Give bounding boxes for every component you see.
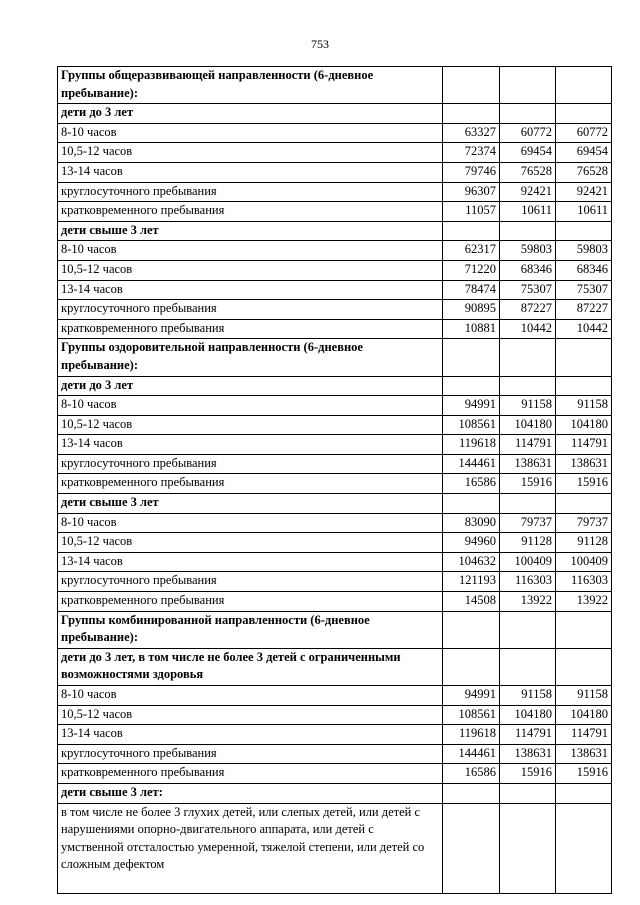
table-row — [58, 241, 612, 261]
row-label-cell: круглосуточного пребывания — [58, 744, 443, 764]
value-cell-col-3: 104180 — [556, 705, 612, 725]
value-cell-col-1 — [443, 783, 500, 803]
value-cell-col-2 — [500, 611, 556, 648]
value-cell-col-1 — [443, 339, 500, 376]
value-cell-col-1 — [443, 67, 500, 104]
value-cell-col-2 — [500, 104, 556, 124]
table-row — [58, 764, 612, 784]
row-label-cell: 8-10 часов — [58, 396, 443, 416]
value-cell-col-1 — [443, 494, 500, 514]
value-cell-col-2: 104180 — [500, 705, 556, 725]
value-cell-col-2: 138631 — [500, 454, 556, 474]
section-heading-cell: дети свыше 3 лет — [58, 221, 443, 241]
value-cell-col-1: 108561 — [443, 705, 500, 725]
row-label-cell: кратковременного пребывания — [58, 474, 443, 494]
value-cell-col-3: 10442 — [556, 319, 612, 339]
row-label-cell: круглосуточного пребывания — [58, 300, 443, 320]
value-cell-col-1 — [443, 648, 500, 685]
value-cell-col-3: 116303 — [556, 572, 612, 592]
row-label-cell: 8-10 часов — [58, 513, 443, 533]
row-label-cell: 8-10 часов — [58, 241, 443, 261]
row-label-cell: 10,5-12 часов — [58, 415, 443, 435]
value-cell-col-2 — [500, 221, 556, 241]
value-cell-col-1: 108561 — [443, 415, 500, 435]
value-cell-col-2: 59803 — [500, 241, 556, 261]
table-row — [58, 300, 612, 320]
value-cell-col-3 — [556, 783, 612, 803]
table-row — [58, 280, 612, 300]
value-cell-col-2: 114791 — [500, 435, 556, 455]
value-cell-col-2: 79737 — [500, 513, 556, 533]
table-row — [58, 803, 612, 893]
value-cell-col-1: 96307 — [443, 182, 500, 202]
table-row — [58, 592, 612, 612]
row-label-cell: кратковременного пребывания — [58, 202, 443, 222]
row-label-cell: 13-14 часов — [58, 435, 443, 455]
section-heading-cell: Группы общеразвивающей направленности (6-дневное пребывание): — [58, 67, 443, 104]
value-cell-col-2: 10611 — [500, 202, 556, 222]
table-row — [58, 143, 612, 163]
table-row — [58, 513, 612, 533]
value-cell-col-3: 91128 — [556, 533, 612, 553]
value-cell-col-1: 16586 — [443, 474, 500, 494]
value-cell-col-1 — [443, 221, 500, 241]
value-cell-col-2: 100409 — [500, 552, 556, 572]
table-row — [58, 182, 612, 202]
value-cell-col-3 — [556, 339, 612, 376]
section-heading-cell: дети свыше 3 лет — [58, 494, 443, 514]
value-cell-col-2: 69454 — [500, 143, 556, 163]
row-label-cell: 10,5-12 часов — [58, 260, 443, 280]
value-cell-col-3: 10611 — [556, 202, 612, 222]
value-cell-col-2: 15916 — [500, 474, 556, 494]
table-row — [58, 705, 612, 725]
value-cell-col-2: 87227 — [500, 300, 556, 320]
value-cell-col-3: 138631 — [556, 744, 612, 764]
table-row — [58, 123, 612, 143]
value-cell-col-3: 114791 — [556, 725, 612, 745]
value-cell-col-3 — [556, 104, 612, 124]
value-cell-col-3 — [556, 67, 612, 104]
row-label-cell: кратковременного пребывания — [58, 319, 443, 339]
value-cell-col-3: 100409 — [556, 552, 612, 572]
value-cell-col-2 — [500, 339, 556, 376]
value-cell-col-1 — [443, 803, 500, 893]
value-cell-col-1: 62317 — [443, 241, 500, 261]
value-cell-col-2: 91158 — [500, 686, 556, 706]
value-cell-col-2: 13922 — [500, 592, 556, 612]
value-cell-col-3: 138631 — [556, 454, 612, 474]
tariff-table — [57, 66, 612, 894]
section-heading-cell: Группы комбинированной направленности (6-дневное пребывание): — [58, 611, 443, 648]
value-cell-col-1: 104632 — [443, 552, 500, 572]
value-cell-col-1 — [443, 104, 500, 124]
value-cell-col-1: 71220 — [443, 260, 500, 280]
value-cell-col-1: 83090 — [443, 513, 500, 533]
value-cell-col-3: 15916 — [556, 764, 612, 784]
value-cell-col-3 — [556, 376, 612, 396]
page-number: 753 — [311, 37, 329, 51]
value-cell-col-1: 144461 — [443, 454, 500, 474]
value-cell-col-2: 68346 — [500, 260, 556, 280]
value-cell-col-3: 92421 — [556, 182, 612, 202]
tariff-table-body — [58, 67, 612, 894]
section-heading-cell: Группы оздоровительной направленности (6-дневное пребывание): — [58, 339, 443, 376]
value-cell-col-2: 76528 — [500, 162, 556, 182]
value-cell-col-1: 121193 — [443, 572, 500, 592]
row-label-cell: 10,5-12 часов — [58, 143, 443, 163]
table-row — [58, 260, 612, 280]
value-cell-col-1: 63327 — [443, 123, 500, 143]
value-cell-col-3 — [556, 648, 612, 685]
value-cell-col-3: 91158 — [556, 686, 612, 706]
row-label-cell: круглосуточного пребывания — [58, 572, 443, 592]
table-row — [58, 319, 612, 339]
value-cell-col-3: 69454 — [556, 143, 612, 163]
row-label-cell: 13-14 часов — [58, 725, 443, 745]
value-cell-col-2 — [500, 376, 556, 396]
value-cell-col-3: 91158 — [556, 396, 612, 416]
table-row — [58, 104, 612, 124]
value-cell-col-2: 116303 — [500, 572, 556, 592]
value-cell-col-3 — [556, 494, 612, 514]
row-label-cell: в том числе не более 3 глухих детей, или слепых детей, или детей с нарушениями опорно-двигательного аппарата, или детей с умственной отсталостью умеренной, тяжелой степени, или детей со сложным дефектом — [58, 803, 443, 893]
section-heading-cell: дети до 3 лет — [58, 104, 443, 124]
value-cell-col-3: 13922 — [556, 592, 612, 612]
value-cell-col-3: 75307 — [556, 280, 612, 300]
table-row — [58, 783, 612, 803]
section-heading-cell: дети свыше 3 лет: — [58, 783, 443, 803]
value-cell-col-2: 104180 — [500, 415, 556, 435]
value-cell-col-2 — [500, 648, 556, 685]
row-label-cell: 13-14 часов — [58, 280, 443, 300]
value-cell-col-1: 72374 — [443, 143, 500, 163]
row-label-cell: кратковременного пребывания — [58, 592, 443, 612]
value-cell-col-3: 104180 — [556, 415, 612, 435]
section-heading-cell: дети до 3 лет, в том числе не более 3 детей с ограниченными возможностями здоровья — [58, 648, 443, 685]
value-cell-col-2: 91158 — [500, 396, 556, 416]
table-row — [58, 725, 612, 745]
table-row — [58, 686, 612, 706]
value-cell-col-1: 79746 — [443, 162, 500, 182]
table-row — [58, 454, 612, 474]
value-cell-col-3: 60772 — [556, 123, 612, 143]
value-cell-col-2: 60772 — [500, 123, 556, 143]
row-label-cell: кратковременного пребывания — [58, 764, 443, 784]
value-cell-col-3: 79737 — [556, 513, 612, 533]
table-row — [58, 648, 612, 685]
table-row — [58, 67, 612, 104]
row-label-cell: 13-14 часов — [58, 552, 443, 572]
value-cell-col-2: 114791 — [500, 725, 556, 745]
table-row — [58, 376, 612, 396]
table-row — [58, 474, 612, 494]
value-cell-col-1: 16586 — [443, 764, 500, 784]
value-cell-col-3 — [556, 611, 612, 648]
value-cell-col-3 — [556, 803, 612, 893]
value-cell-col-2: 75307 — [500, 280, 556, 300]
value-cell-col-1 — [443, 611, 500, 648]
row-label-cell: 10,5-12 часов — [58, 533, 443, 553]
row-label-cell: 8-10 часов — [58, 686, 443, 706]
value-cell-col-2 — [500, 67, 556, 104]
value-cell-col-2: 91128 — [500, 533, 556, 553]
row-label-cell: 8-10 часов — [58, 123, 443, 143]
table-row — [58, 533, 612, 553]
table-row — [58, 202, 612, 222]
table-row — [58, 572, 612, 592]
value-cell-col-2 — [500, 494, 556, 514]
value-cell-col-3: 87227 — [556, 300, 612, 320]
table-row — [58, 611, 612, 648]
value-cell-col-1: 10881 — [443, 319, 500, 339]
table-row — [58, 396, 612, 416]
value-cell-col-1: 119618 — [443, 725, 500, 745]
value-cell-col-3: 76528 — [556, 162, 612, 182]
table-row — [58, 162, 612, 182]
value-cell-col-3 — [556, 221, 612, 241]
table-row — [58, 221, 612, 241]
table-row — [58, 339, 612, 376]
value-cell-col-2 — [500, 803, 556, 893]
value-cell-col-1: 78474 — [443, 280, 500, 300]
value-cell-col-3: 15916 — [556, 474, 612, 494]
row-label-cell: 10,5-12 часов — [58, 705, 443, 725]
row-label-cell: 13-14 часов — [58, 162, 443, 182]
value-cell-col-1: 11057 — [443, 202, 500, 222]
table-row — [58, 744, 612, 764]
row-label-cell: круглосуточного пребывания — [58, 182, 443, 202]
value-cell-col-3: 68346 — [556, 260, 612, 280]
table-row — [58, 552, 612, 572]
value-cell-col-1: 94960 — [443, 533, 500, 553]
value-cell-col-2: 15916 — [500, 764, 556, 784]
value-cell-col-1: 90895 — [443, 300, 500, 320]
value-cell-col-1 — [443, 376, 500, 396]
row-label-cell: круглосуточного пребывания — [58, 454, 443, 474]
table-row — [58, 415, 612, 435]
value-cell-col-1: 119618 — [443, 435, 500, 455]
value-cell-col-2 — [500, 783, 556, 803]
value-cell-col-1: 94991 — [443, 686, 500, 706]
value-cell-col-1: 94991 — [443, 396, 500, 416]
value-cell-col-1: 144461 — [443, 744, 500, 764]
value-cell-col-2: 138631 — [500, 744, 556, 764]
value-cell-col-1: 14508 — [443, 592, 500, 612]
value-cell-col-3: 114791 — [556, 435, 612, 455]
table-row — [58, 435, 612, 455]
value-cell-col-2: 92421 — [500, 182, 556, 202]
table-row — [58, 494, 612, 514]
value-cell-col-3: 59803 — [556, 241, 612, 261]
section-heading-cell: дети до 3 лет — [58, 376, 443, 396]
value-cell-col-2: 10442 — [500, 319, 556, 339]
